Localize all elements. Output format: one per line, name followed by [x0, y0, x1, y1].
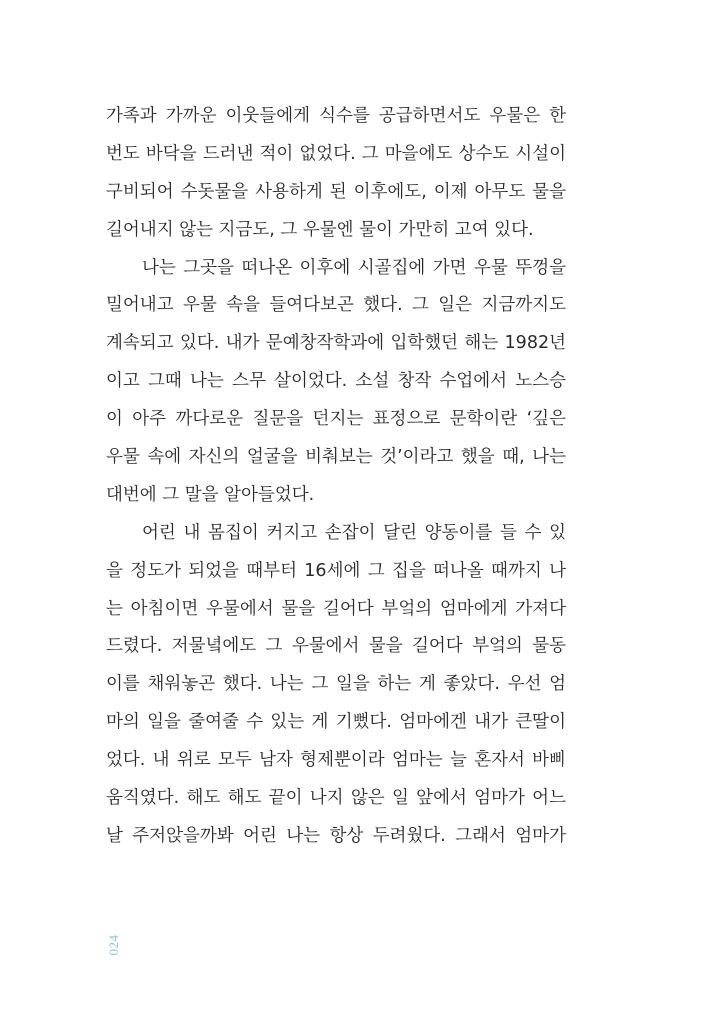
text-line: 었다. 내 위로 모두 남자 형제뿐이라 엄마는 늘 혼자서 바삐 [106, 750, 566, 771]
text-line: 계속되고 있다. 내가 문예창작학과에 입학했던 해는 1982년 [106, 333, 566, 354]
text-line: 움직였다. 해도 해도 끝이 나지 않은 일 앞에서 엄마가 어느 [106, 788, 566, 809]
text-line: 번도 바닥을 드러낸 적이 없었다. 그 마을에도 상수도 시설이 [106, 143, 566, 164]
text-line: 밀어내고 우물 속을 들여다보곤 했다. 그 일은 지금까지도 [106, 295, 566, 316]
body-text [106, 99, 566, 857]
text-line: 이 아주 까다로운 질문을 던지는 표정으로 문학이란 ‘깊은 [106, 409, 566, 430]
text-line: 길어내지 않는 지금도, 그 우물엔 물이 가만히 고여 있다. [106, 219, 534, 240]
text-line: 어린 내 몸집이 커지고 손잡이 달린 양동이를 들 수 있 [142, 522, 566, 543]
text-line: 가족과 가까운 이웃들에게 식수를 공급하면서도 우물은 한 [106, 106, 566, 126]
text-line: 날 주저앉을까봐 어린 나는 항상 두려웠다. 그래서 엄마가 [106, 825, 566, 846]
text-line: 구비되어 수돗물을 사용하게 된 이후에도, 이제 아무도 물을 [106, 181, 566, 202]
text-line: 우물 속에 자신의 얼굴을 비춰보는 것’이라고 했을 때, 나는 [106, 447, 566, 468]
text-line: 나는 그곳을 떠나온 이후에 시골집에 가면 우물 뚜껑을 [142, 257, 566, 278]
text-line: 이고 그때 나는 스무 살이었다. 소설 창작 수업에서 노스승 [106, 371, 566, 392]
text-line: 마의 일을 줄여줄 수 있는 게 기뻤다. 엄마에겐 내가 큰딸이 [106, 712, 566, 733]
text-line: 드렸다. 저물녘에도 그 우물에서 물을 길어다 부엌의 물동 [106, 636, 566, 657]
text-line: 는 아침이면 우물에서 물을 길어다 부엌의 엄마에게 가져다 [106, 598, 566, 619]
text-line: 을 정도가 되었을 때부터 16세에 그 집을 떠나올 때까지 나 [106, 560, 566, 581]
text-line: 대번에 그 말을 알아들었다. [106, 484, 315, 505]
page-number: 024 [106, 934, 121, 956]
text-line: 이를 채워놓곤 했다. 나는 그 일을 하는 게 좋았다. 우선 엄 [106, 674, 566, 695]
